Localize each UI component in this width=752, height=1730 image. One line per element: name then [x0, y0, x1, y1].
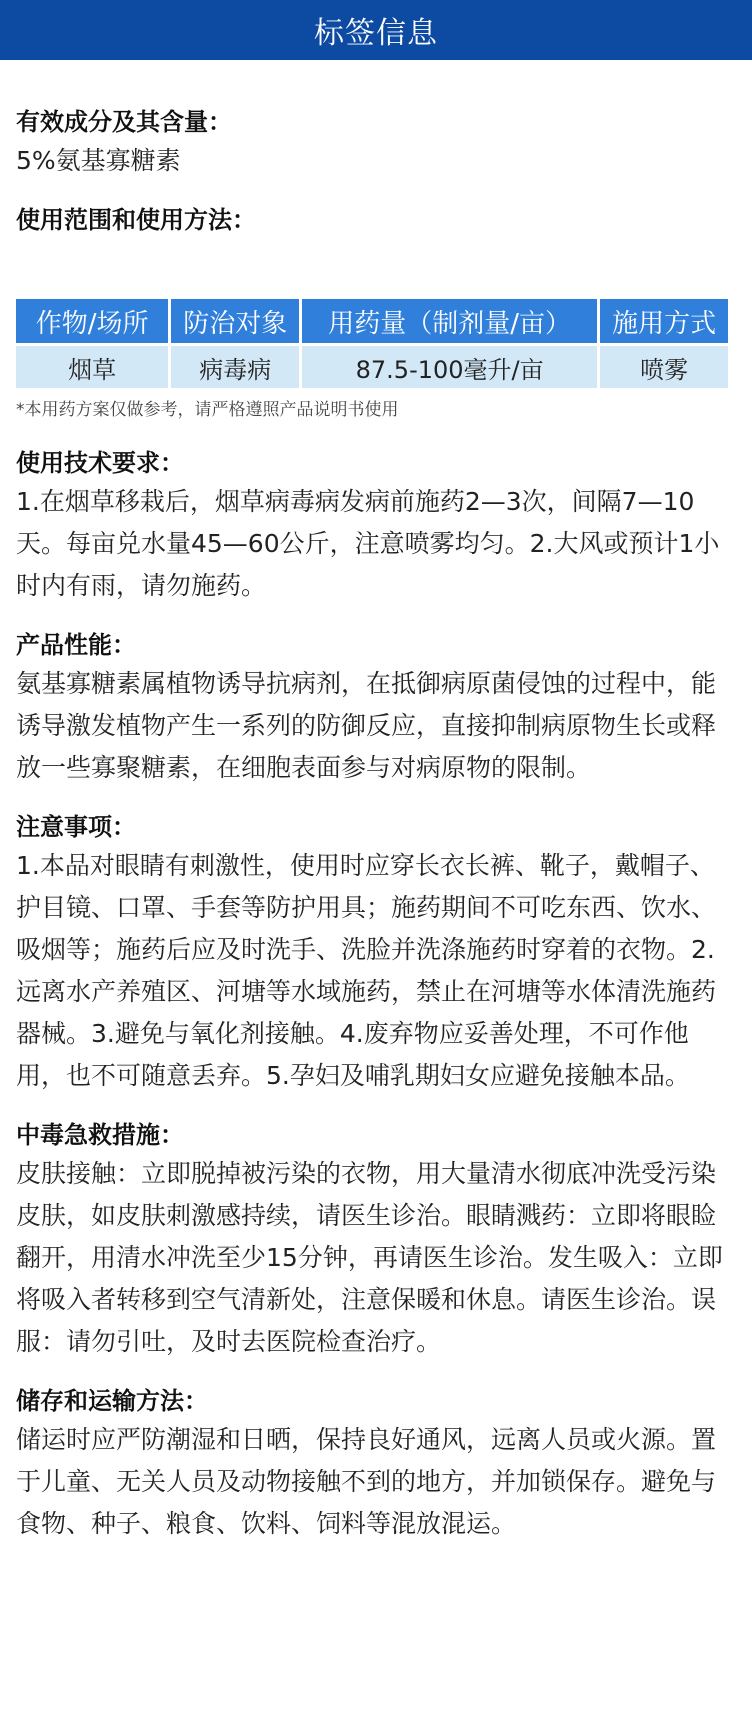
- cell-dosage: 87.5-100毫升/亩: [302, 346, 597, 388]
- section-ingredient: [16, 104, 736, 182]
- section-text: 氨基寡糖素属植物诱导抗病剂，在抵御病原菌侵蚀的过程中，能诱导激发植物产生一系列的防御反应，直接抑制病原物生长或释放一些寡聚糖素，在细胞表面参与对病原物的限制。: [16, 669, 717, 782]
- page-header: [0, 0, 752, 60]
- column-header-crop: 作物/场所: [16, 299, 168, 343]
- section-title: 产品性能：: [16, 631, 136, 659]
- spacer: [16, 238, 736, 296]
- section-performance: [16, 627, 736, 789]
- section-title: 有效成分及其含量：: [16, 108, 232, 136]
- page-title: 标签信息: [314, 16, 438, 51]
- section-text: 皮肤接触：立即脱掉被污染的衣物，用大量清水彻底冲洗受污染皮肤，如皮肤刺激感持续，请医生诊治。眼睛溅药：立即将眼睑翻开，用清水冲洗至少15分钟，再请医生诊治。发生吸入：立即将吸入者转移到空气清新处，注意保暖和休息。请医生诊治。误服：请勿引吐，及时去医院检查治疗。: [16, 1159, 723, 1356]
- section-technique: [16, 445, 736, 607]
- section-text: 1.本品对眼睛有刺激性，使用时应穿长衣长裤、靴子，戴帽子、护目镜、口罩、手套等防护用具；施药期间不可吃东西、饮水、吸烟等；施药后应及时洗手、洗脸并洗涤施药时穿着的衣物。2.远离水产养殖区、河塘等水域施药，禁止在河塘等水体清洗施药器械。3.避免与氧化剂接触。4.废弃物应妥善处理，不可作他用，也不可随意丢弃。5.孕妇及哺乳期妇女应避免接触本品。: [16, 851, 717, 1090]
- section-cautions: [16, 809, 736, 1097]
- column-header-target: 防治对象: [171, 299, 299, 343]
- cell-method: 喷雾: [600, 346, 728, 388]
- section-title: 使用技术要求：: [16, 449, 184, 477]
- usage-table: [13, 296, 731, 391]
- cell-target: 病毒病: [171, 346, 299, 388]
- section-title: 储存和运输方法：: [16, 1387, 208, 1415]
- section-title: 中毒急救措施：: [16, 1121, 184, 1149]
- column-header-dosage: 用药量（制剂量/亩）: [302, 299, 597, 343]
- section-storage: [16, 1383, 736, 1545]
- usage-note: *本用药方案仅做参考，请严格遵照产品说明书使用: [16, 400, 399, 420]
- table-row: [16, 346, 728, 388]
- section-text: 5%氨基寡糖素: [16, 146, 181, 175]
- section-title: 注意事项：: [16, 813, 136, 841]
- section-title: 使用范围和使用方法：: [16, 206, 256, 234]
- section-text: 1.在烟草移栽后，烟草病毒病发病前施药2—3次，间隔7—10天。每亩兑水量45—60公斤，注意喷雾均匀。2.大风或预计1小时内有雨，请勿施药。: [16, 487, 720, 600]
- cell-crop: 烟草: [16, 346, 168, 388]
- section-firstaid: [16, 1117, 736, 1363]
- table-header-row: [16, 299, 728, 343]
- column-header-method: 施用方式: [600, 299, 728, 343]
- section-text: 储运时应严防潮湿和日晒，保持良好通风，远离人员或火源。置于儿童、无关人员及动物接触不到的地方，并加锁保存。避免与食物、种子、粮食、饮料、饲料等混放混运。: [16, 1425, 717, 1538]
- section-scope: [16, 202, 736, 296]
- label-content: [0, 60, 752, 1545]
